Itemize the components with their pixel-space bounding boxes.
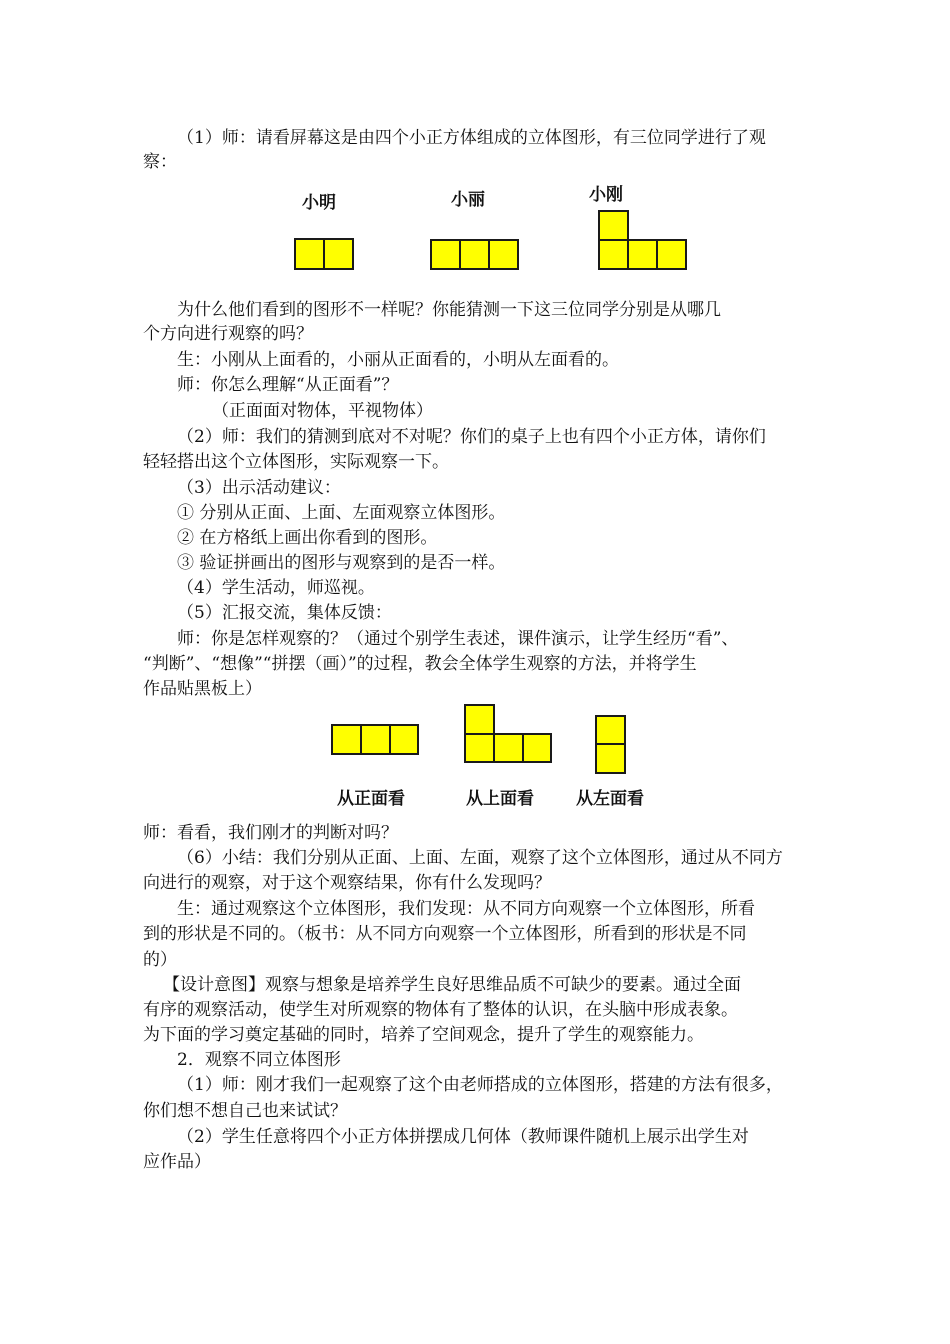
label-from-top: 从上面看 — [466, 789, 534, 809]
cube-face — [464, 704, 495, 735]
text-line: 个方向进行观察的吗？ — [143, 324, 313, 344]
text-line: ③ 验证拼画出的图形与观察到的是否一样。 — [177, 553, 506, 573]
text-line: 2．观察不同立体图形 — [177, 1050, 341, 1070]
text-line: 察： — [143, 152, 177, 172]
text-line: 的） — [143, 950, 177, 970]
cube-face — [331, 724, 362, 755]
text-line: （4）学生活动，师巡视。 — [177, 578, 375, 598]
text-line: 作品贴黑板上） — [143, 679, 262, 699]
text-line: 为下面的学习奠定基础的同时，培养了空间观念，提升了学生的观察能力。 — [143, 1025, 704, 1045]
text-line: （3）出示活动建议： — [177, 478, 341, 498]
text-line: ① 分别从正面、上面、左面观察立体图形。 — [177, 503, 506, 523]
text-line: 应作品） — [143, 1152, 211, 1172]
text-line: 生：小刚从上面看的，小丽从正面看的，小明从左面看的。 — [177, 350, 619, 370]
text-line: 生：通过观察这个立体图形，我们发现：从不同方向观察一个立体图形，所看 — [177, 899, 755, 919]
text-line: 师：看看，我们刚才的判断对吗？ — [143, 823, 398, 843]
cube-face — [627, 239, 658, 270]
cube-face — [488, 239, 519, 270]
cube-face — [598, 239, 629, 270]
cube-face — [323, 238, 354, 270]
cube-face — [493, 733, 524, 763]
text-line: 【设计意图】观察与想象是培养学生良好思维品质不可缺少的要素。通过全面 — [163, 975, 741, 995]
label-from-left: 从左面看 — [576, 789, 644, 809]
text-line: （1）师：请看屏幕这是由四个小正方体组成的立体图形，有三位同学进行了观 — [177, 128, 766, 148]
text-line: （1）师：刚才我们一起观察了这个由老师搭成的立体图形，搭建的方法有很多， — [177, 1075, 783, 1095]
text-line: “判断”、“想像”“拼摆（画）”的过程，教会全体学生观察的方法，并将学生 — [143, 654, 697, 674]
text-line: （5）汇报交流，集体反馈： — [177, 603, 392, 623]
cube-face — [464, 733, 495, 763]
cube-face — [656, 239, 687, 270]
text-line: （2）学生任意将四个小正方体拼摆成几何体（教师课件随机上展示出学生对 — [177, 1127, 749, 1147]
text-line: 师：你是怎样观察的？（通过个别学生表述，课件演示，让学生经历“看”、 — [177, 629, 739, 649]
text-line: （正面面对物体，平视物体） — [212, 401, 433, 421]
label-xiaoming: 小明 — [302, 193, 336, 213]
text-line: 向进行的观察，对于这个观察结果，你有什么发现吗？ — [143, 873, 551, 893]
text-line: 有序的观察活动，使学生对所观察的物体有了整体的认识，在头脑中形成表象。 — [143, 1000, 738, 1020]
text-line: 你们想不想自己也来试试？ — [143, 1101, 347, 1121]
text-line: （2）师：我们的猜测到底对不对呢？你们的桌子上也有四个小正方体，请你们 — [177, 427, 766, 447]
cube-face — [595, 743, 626, 774]
text-line: 师：你怎么理解“从正面看”？ — [177, 375, 399, 395]
cube-face — [522, 733, 552, 763]
text-line: 到的形状是不同的。（板书：从不同方向观察一个立体图形，所看到的形状是不同 — [143, 924, 747, 944]
cube-face — [360, 724, 391, 755]
text-line: （6）小结：我们分别从正面、上面、左面，观察了这个立体图形，通过从不同方 — [177, 848, 783, 868]
cube-face — [459, 239, 490, 270]
label-xiaoli: 小丽 — [451, 190, 485, 210]
label-from-front: 从正面看 — [337, 789, 405, 809]
label-xiaogang: 小刚 — [589, 185, 623, 205]
text-line: 为什么他们看到的图形不一样呢？你能猜测一下这三位同学分别是从哪几 — [177, 300, 721, 320]
cube-face — [595, 715, 626, 745]
cube-face — [430, 239, 461, 270]
text-line: ② 在方格纸上画出你看到的图形。 — [177, 528, 438, 548]
cube-face — [389, 724, 419, 755]
text-line: 轻轻搭出这个立体图形，实际观察一下。 — [143, 452, 449, 472]
cube-face — [598, 210, 629, 241]
cube-face — [294, 238, 325, 270]
